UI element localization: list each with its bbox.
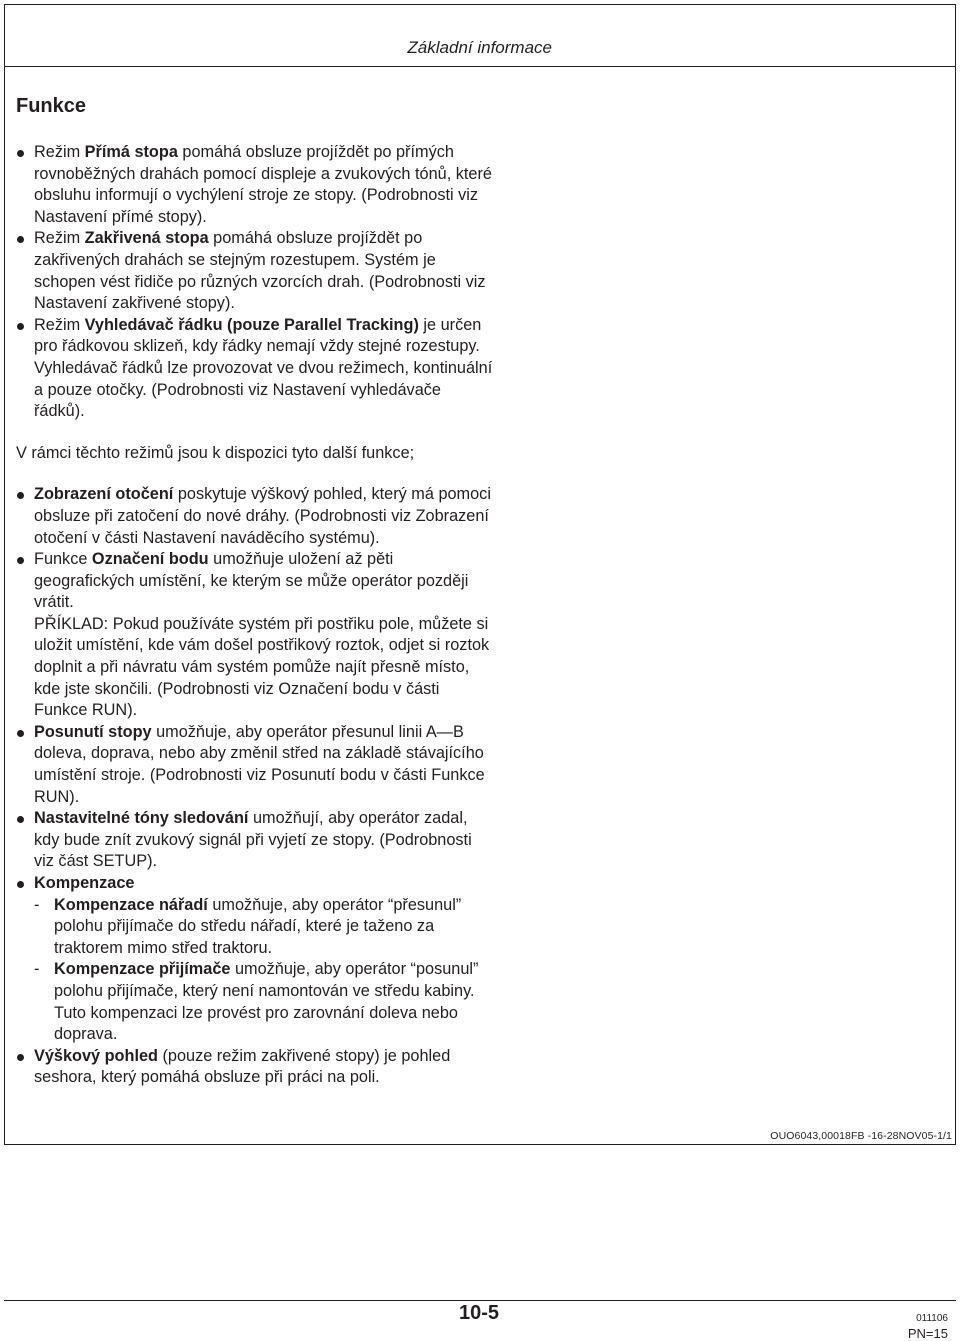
item-prefix: Funkce <box>34 550 92 569</box>
item-prefix: Režim <box>34 229 85 248</box>
item-term: Kompenzace <box>34 874 135 892</box>
sub-item-body <box>54 895 496 960</box>
list-item <box>16 1046 496 1089</box>
header-frame <box>4 4 956 66</box>
sub-item <box>34 959 496 1045</box>
list-item <box>16 549 496 722</box>
list-item <box>16 484 496 549</box>
page-number: 10-5 <box>459 1302 500 1324</box>
item-term: Posunutí stopy <box>34 722 152 741</box>
footer-pn: PN=15 <box>907 1326 948 1341</box>
item-text: (pouze režim zakřivené stopy) je pohled seshora, který pomáhá obsluze při práci na poli. <box>34 1046 451 1087</box>
mode-list <box>16 142 496 423</box>
bullet-icon <box>17 150 24 157</box>
item-term: Zobrazení otočení <box>34 485 174 504</box>
item-term: Označení bodu <box>91 550 209 569</box>
list-item <box>16 722 496 808</box>
sub-item-term: Kompenzace přijímače <box>54 960 231 979</box>
example-text: PŘÍKLAD: Pokud používáte systém při postřiku pole, můžete si uložit umístění, kde vám došel postřikový roztok, odjet si roztok doplnit a při návratu vám systém pomůže najít přesně místo, kde jste skončili. (Podrobnosti viz Označení bodu v části Funkce RUN). <box>34 614 490 720</box>
bullet-icon <box>17 236 24 243</box>
item-term: Vyhledávač řádku (pouze Parallel Tracking) <box>84 315 419 334</box>
item-text: umožňuje, aby operátor přesunul linii A—B doleva, doprava, nebo aby změnil střed na základě stávajícího umístění stroje. (Podrobnosti viz Posunutí bodu v části Funkce RUN). <box>34 722 485 806</box>
intro-text: V rámci těchto režimů jsou k dispozici tyto další funkce; <box>16 443 415 462</box>
item-text: umožňují, aby operátor zadal, kdy bude znít zvukový signál při vyjetí ze stopy. (Podrobnosti viz část SETUP). <box>34 809 472 871</box>
item-prefix: Režim <box>34 143 85 161</box>
bullet-icon <box>17 557 24 564</box>
bullet-icon <box>17 1054 24 1061</box>
sub-item-body <box>54 959 496 1045</box>
sub-item-term: Kompenzace nářadí <box>54 895 208 914</box>
item-text: umožňuje uložení až pěti geografických umístění, ke kterým se může operátor později vrátit. <box>34 550 469 612</box>
reference-code: OUO6043,00018FB -16-28NOV05-1/1 <box>770 1130 952 1142</box>
sub-item <box>34 895 496 960</box>
list-item <box>16 808 496 873</box>
item-prefix: Režim <box>34 315 85 334</box>
list-item <box>16 228 496 314</box>
item-text: je určen pro řádkovou sklizeň, kdy řádky nemají vždy stejné rozestupy. Vyhledávač řádků lze provozovat ve dvou režimech, kontinuální a pouze otočky. (Podrobnosti viz Nastavení vyhledávače řádků). <box>34 315 493 421</box>
header-title: Základní informace <box>407 38 552 57</box>
bullet-icon <box>17 881 24 888</box>
list-item <box>16 142 496 228</box>
item-term: Přímá stopa <box>84 143 178 161</box>
item-term: Zakřivená stopa <box>84 229 209 248</box>
item-term: Výškový pohled <box>34 1046 158 1065</box>
sub-item-text: umožňuje, aby operátor “posunul” polohu přijímače, který není namontován ve středu kabiny. Tuto kompenzaci lze provést pro zarovnání doleva nebo doprava. <box>54 960 479 1044</box>
bullet-icon <box>17 730 24 737</box>
bullet-icon <box>17 323 24 330</box>
bullet-icon <box>17 816 24 823</box>
bullet-icon <box>17 492 24 499</box>
list-item <box>16 315 496 423</box>
item-term: Nastavitelné tóny sledování <box>34 809 249 828</box>
item-text: pomáhá obsluze projíždět po zakřivených drahách se stejným rozestupem. Systém je schopen vést řidiče po různých vzorcích drah. (Podrobnosti viz Nastavení zakřivené stopy). <box>34 229 486 313</box>
sub-item-text: umožňuje, aby operátor “přesunul” polohu přijímače do středu nářadí, které je taženo za traktorem mimo střed traktoru. <box>54 895 462 957</box>
footer-code: 011106 <box>916 1313 948 1324</box>
item-text: pomáhá obsluze projíždět po přímých rovnoběžných drahách pomocí displeje a zvukových tónů, které obsluhu informují o vychýlení stroje ze stopy. (Podrobnosti viz Nastavení přímé stopy). <box>34 143 492 226</box>
dash-marker: - <box>34 895 40 914</box>
item-text: poskytuje výškový pohled, který má pomoci obsluze při zatočení do nové dráhy. (Podrobnosti viz Zobrazení otočení v části Nastavení naváděcího systému). <box>34 485 491 547</box>
section-title: Funkce <box>16 95 87 117</box>
dash-marker: - <box>34 960 40 979</box>
content <box>16 90 496 1089</box>
feature-list <box>16 484 496 1089</box>
list-item <box>16 873 496 1046</box>
footer-divider <box>4 1300 956 1301</box>
